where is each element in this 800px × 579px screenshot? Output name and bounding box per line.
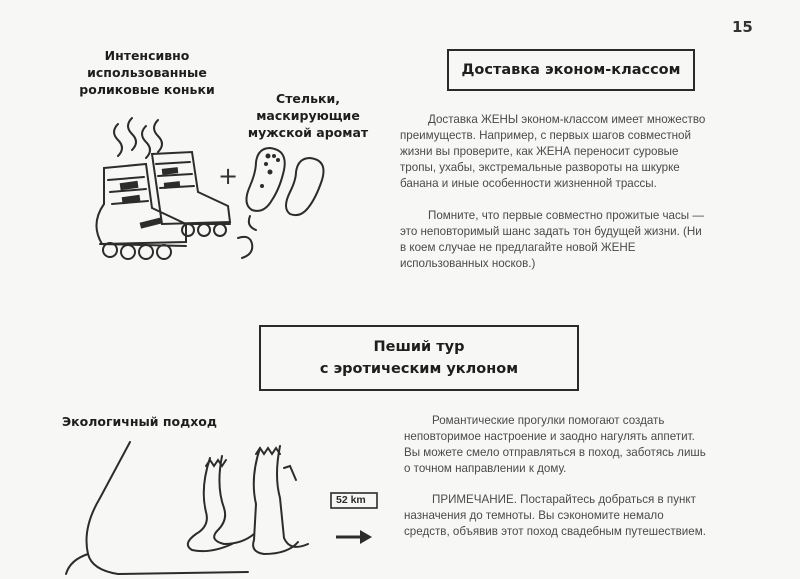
- caption-eco-approach: Экологичный подход: [62, 414, 217, 429]
- direction-arrow-icon: [334, 528, 374, 546]
- paragraph-romantic-walks: Романтические прогулки помогают создать неповторимое настроение и заодно нагулять аппетит. Вы можете смело отправляться в поход, заботясь лишь о точном направлении к дому.: [404, 414, 706, 475]
- section-title-walking-tour: Пеший тур с эротическим уклоном: [259, 325, 579, 391]
- paragraph-economy-delivery: Доставка ЖЕНЫ эконом-классом имеет множество преимуществ. Например, с первых шагов совместной жизни вы проверите, как ЖЕНА переносит суровые тропы, ухабы, экстремальные развороты на шкурке банана и иные особенности жизненной трассы.: [400, 113, 706, 190]
- caption-roller-skates: Интенсивно использованные роликовые коньки: [79, 48, 215, 97]
- distance-sign-label: 52 km: [336, 494, 366, 506]
- section-title-economy-delivery: Доставка эконом-классом: [447, 49, 695, 91]
- page-number: 15: [732, 18, 753, 36]
- insoles-illustration: [240, 142, 340, 222]
- caption-insoles: Стельки, маскирующие мужской аромат: [247, 91, 369, 140]
- plus-sign: +: [218, 162, 239, 190]
- walking-feet-illustration: [60, 428, 330, 578]
- paragraph-first-hours: Помните, что первые совместно прожитые часы — это неповторимый шанс задать тон будущей жизни. (Ни в коем случае не предлагайте новой ЖЕНЕ использованных носков.): [400, 209, 704, 270]
- paragraph-note: ПРИМЕЧАНИЕ. Постарайтесь добраться в пункт назначения до темноты. Вы сэкономите немало средств, объявив этот поход свадебным путешествием.: [404, 493, 706, 538]
